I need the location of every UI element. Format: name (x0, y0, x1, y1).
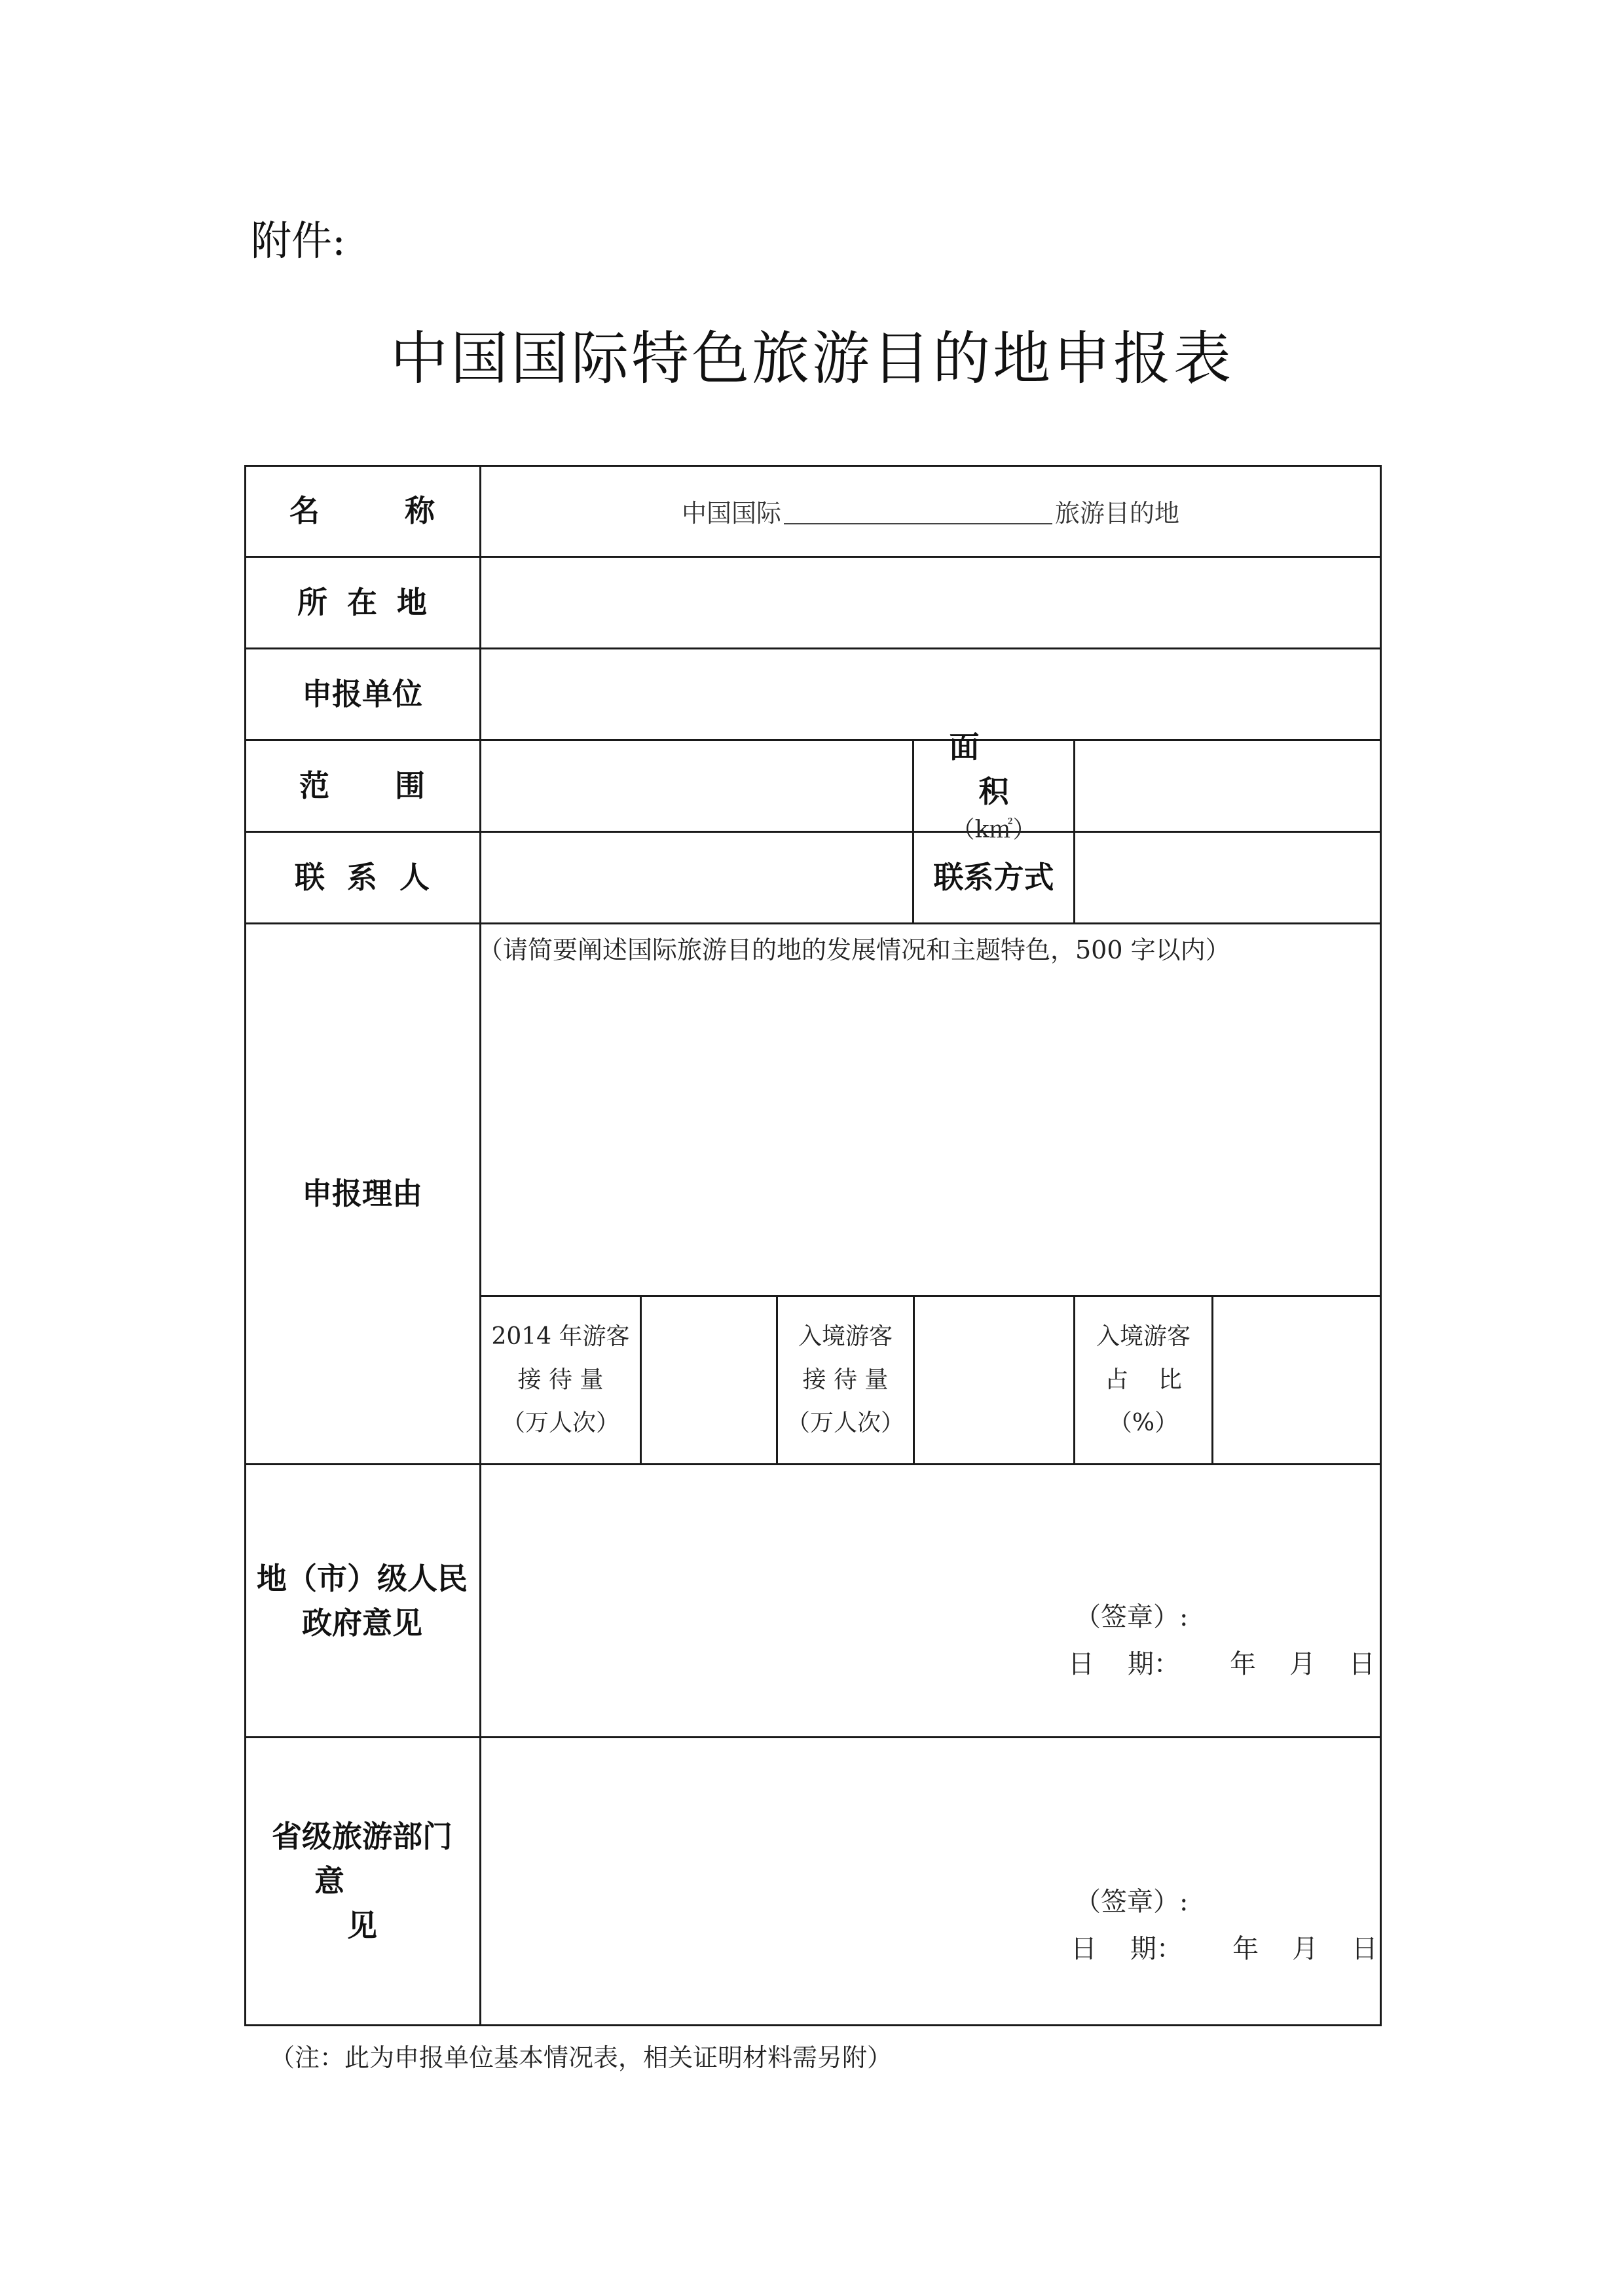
scope-label: 范围 (299, 768, 490, 803)
contact-method-field[interactable] (1075, 831, 1380, 923)
name-blank[interactable] (784, 497, 1052, 524)
stat-total-visitors-field[interactable] (642, 1297, 776, 1463)
contact-person-field[interactable] (481, 831, 912, 923)
name-label: 名称 (289, 493, 520, 528)
area-label: 面积 (949, 729, 1068, 809)
applicant-field[interactable] (481, 648, 1380, 740)
applicant-label: 申报单位 (302, 676, 422, 712)
provincial-date: 日 期： 年 月 日 (1071, 1934, 1378, 1964)
area-unit: （k㎡） (951, 816, 1037, 843)
provincial-opinion-label: 省级旅游部门 意见 (272, 1819, 452, 1943)
city-gov-seal: （签章）: (1075, 1602, 1189, 1632)
footnote: （注：此为申报单位基本情况表，相关证明材料需另附） (270, 2043, 893, 2072)
reason-hint: （请简要阐述国际旅游目的地的发展情况和主题特色，500 字以内） (478, 936, 1230, 964)
application-form (244, 465, 1382, 2026)
city-gov-opinion-label: 地（市）级人民 政府意见 (257, 1560, 468, 1641)
name-prefix: 中国国际 (681, 498, 781, 528)
area-label-cell (914, 729, 1073, 843)
city-gov-date: 日 期： 年 月 日 (1068, 1649, 1375, 1679)
provincial-seal: （签章）: (1075, 1887, 1189, 1917)
stat-inbound-visitors-field[interactable] (915, 1297, 1073, 1463)
name-suffix: 旅游目的地 (1055, 498, 1180, 528)
stat-inbound-visitors-label: 入境游客 接 待 量 （万人次） (786, 1323, 904, 1436)
document-title: 中国国际特色旅游目的地申报表 (390, 325, 1234, 392)
stat-inbound-ratio-field[interactable] (1213, 1297, 1380, 1463)
reason-label: 申报理由 (302, 1176, 422, 1211)
stat-total-visitors-label: 2014 年游客 接 待 量 （万人次） (491, 1323, 630, 1436)
contact-method-label: 联系方式 (933, 860, 1054, 895)
area-field[interactable] (1075, 740, 1380, 831)
scope-field[interactable] (481, 740, 912, 831)
location-field[interactable] (481, 556, 1380, 648)
reason-field[interactable] (481, 923, 1380, 1295)
attachment-label: 附件: (251, 217, 346, 264)
contact-person-label: 联系人 (295, 860, 452, 895)
location-label: 所在地 (297, 585, 447, 620)
city-gov-opinion-field[interactable] (481, 1464, 1380, 1737)
provincial-opinion-field[interactable] (481, 1737, 1380, 2025)
stat-inbound-ratio-label: 入境游客 占 比 （%） (1096, 1323, 1190, 1436)
name-field[interactable] (481, 465, 1380, 556)
